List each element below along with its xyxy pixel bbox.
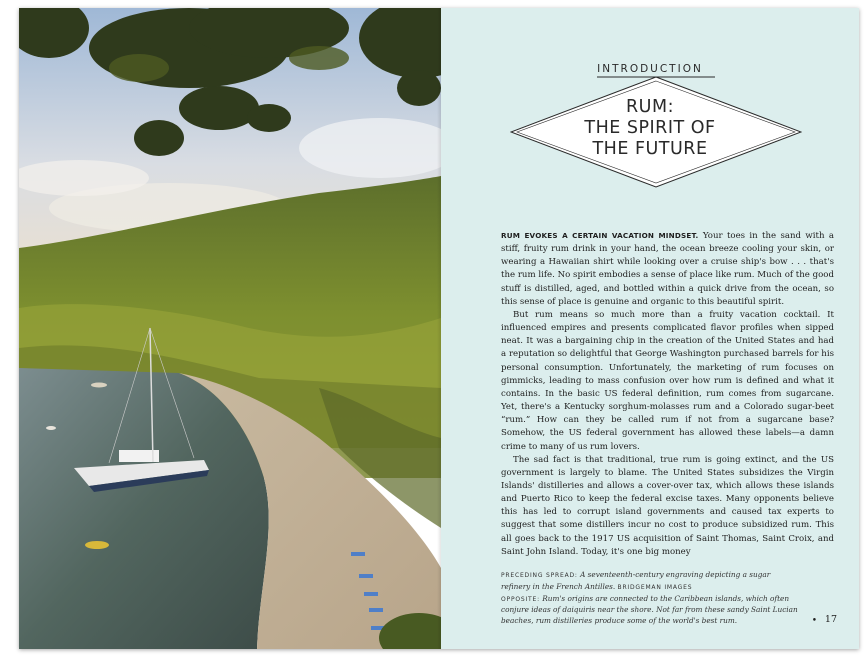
page-bullet: • [811, 616, 817, 626]
title-line: THE FUTURE [592, 139, 708, 159]
saint-lucia-beach-image [19, 8, 441, 649]
chapter-title [441, 97, 859, 160]
caption-credit: BRIDGEMAN IMAGES [617, 583, 693, 591]
caption-text: A seventeenth-century engraving depicting a sugar refinery in the French Antilles. [501, 570, 771, 591]
chapter-label: INTRODUCTION [597, 63, 703, 75]
preceding-caption [501, 570, 801, 594]
caption-text: Rum's origins are connected to the Caribbean islands, which often conjure ideas of daiquiris near the shore. Not far from these sandy Saint Lucian beaches, rum distilleries produce some of the world's best rum. [501, 593, 798, 626]
photo-captions [501, 570, 801, 627]
paragraph-text: Your toes in the sand with a stiff, fruity rum drink in your hand, the ocean breeze cooling your skin, or wearing a Hawaiian shirt while looking over a cruise ship's bow . . . that's the rum life. No spirit embodies a sense of place like rum. Much of the good stuff is distilled, aged, and bottled within a quick drive from the ocean, so this sense of place is genuine and organic to this beautiful spirit. [501, 231, 834, 307]
paragraph: The sad fact is that traditional, true rum is going extinct, and the US government is largely to blame. The United States subsidizes the Virgin Islands' distilleries and allows a cover-over tax, which allows these islands and Puerto Rico to keep the federal excise taxes. Many opponents believe this has led to corrupt island governments and caused tax experts to suggest that some distillers incur no cost to produce subsidized rum. This all goes back to the 1917 US acquisition of Saint Thomas, Saint Croix, and Saint John Island. Today, it's one big money [501, 454, 834, 557]
page-number: 17 [824, 614, 837, 625]
paragraph [501, 229, 834, 309]
intro-page [441, 8, 859, 649]
caption-label: OPPOSITE: [501, 595, 540, 603]
caption-label: PRECEDING SPREAD: [501, 572, 578, 579]
title-line: THE SPIRIT OF [584, 118, 716, 138]
body-text [501, 229, 834, 559]
opposite-caption [501, 594, 801, 627]
title-line: RUM: [626, 97, 674, 117]
lead-in: RUM EVOKES A CERTAIN VACATION MINDSET. [501, 231, 699, 240]
paragraph: But rum means so much more than a fruity vacation cocktail. It influenced empires and presents complicated flavor profiles when sipped neat. It was a bargaining chip in the creation of the United States and had a reputation so delightful that George Washington purchased barrels for his personal consumption. Unfortunately, the marketing of rum focuses on gimmicks, leading to mass confusion over how rum is defined and what it contains. In the basic US federal definition, rum comes from sugarcane. Yet, there's a Kentucky sorghum-molasses rum and a Colorado sugar-beet “rum.” How can they be called rum if not from a sugarcane base? Somehow, the US federal government has allowed these labels—a damn crime to many of us rum lovers. [501, 309, 834, 452]
book-spread [19, 8, 859, 649]
beach-photo [19, 8, 441, 649]
